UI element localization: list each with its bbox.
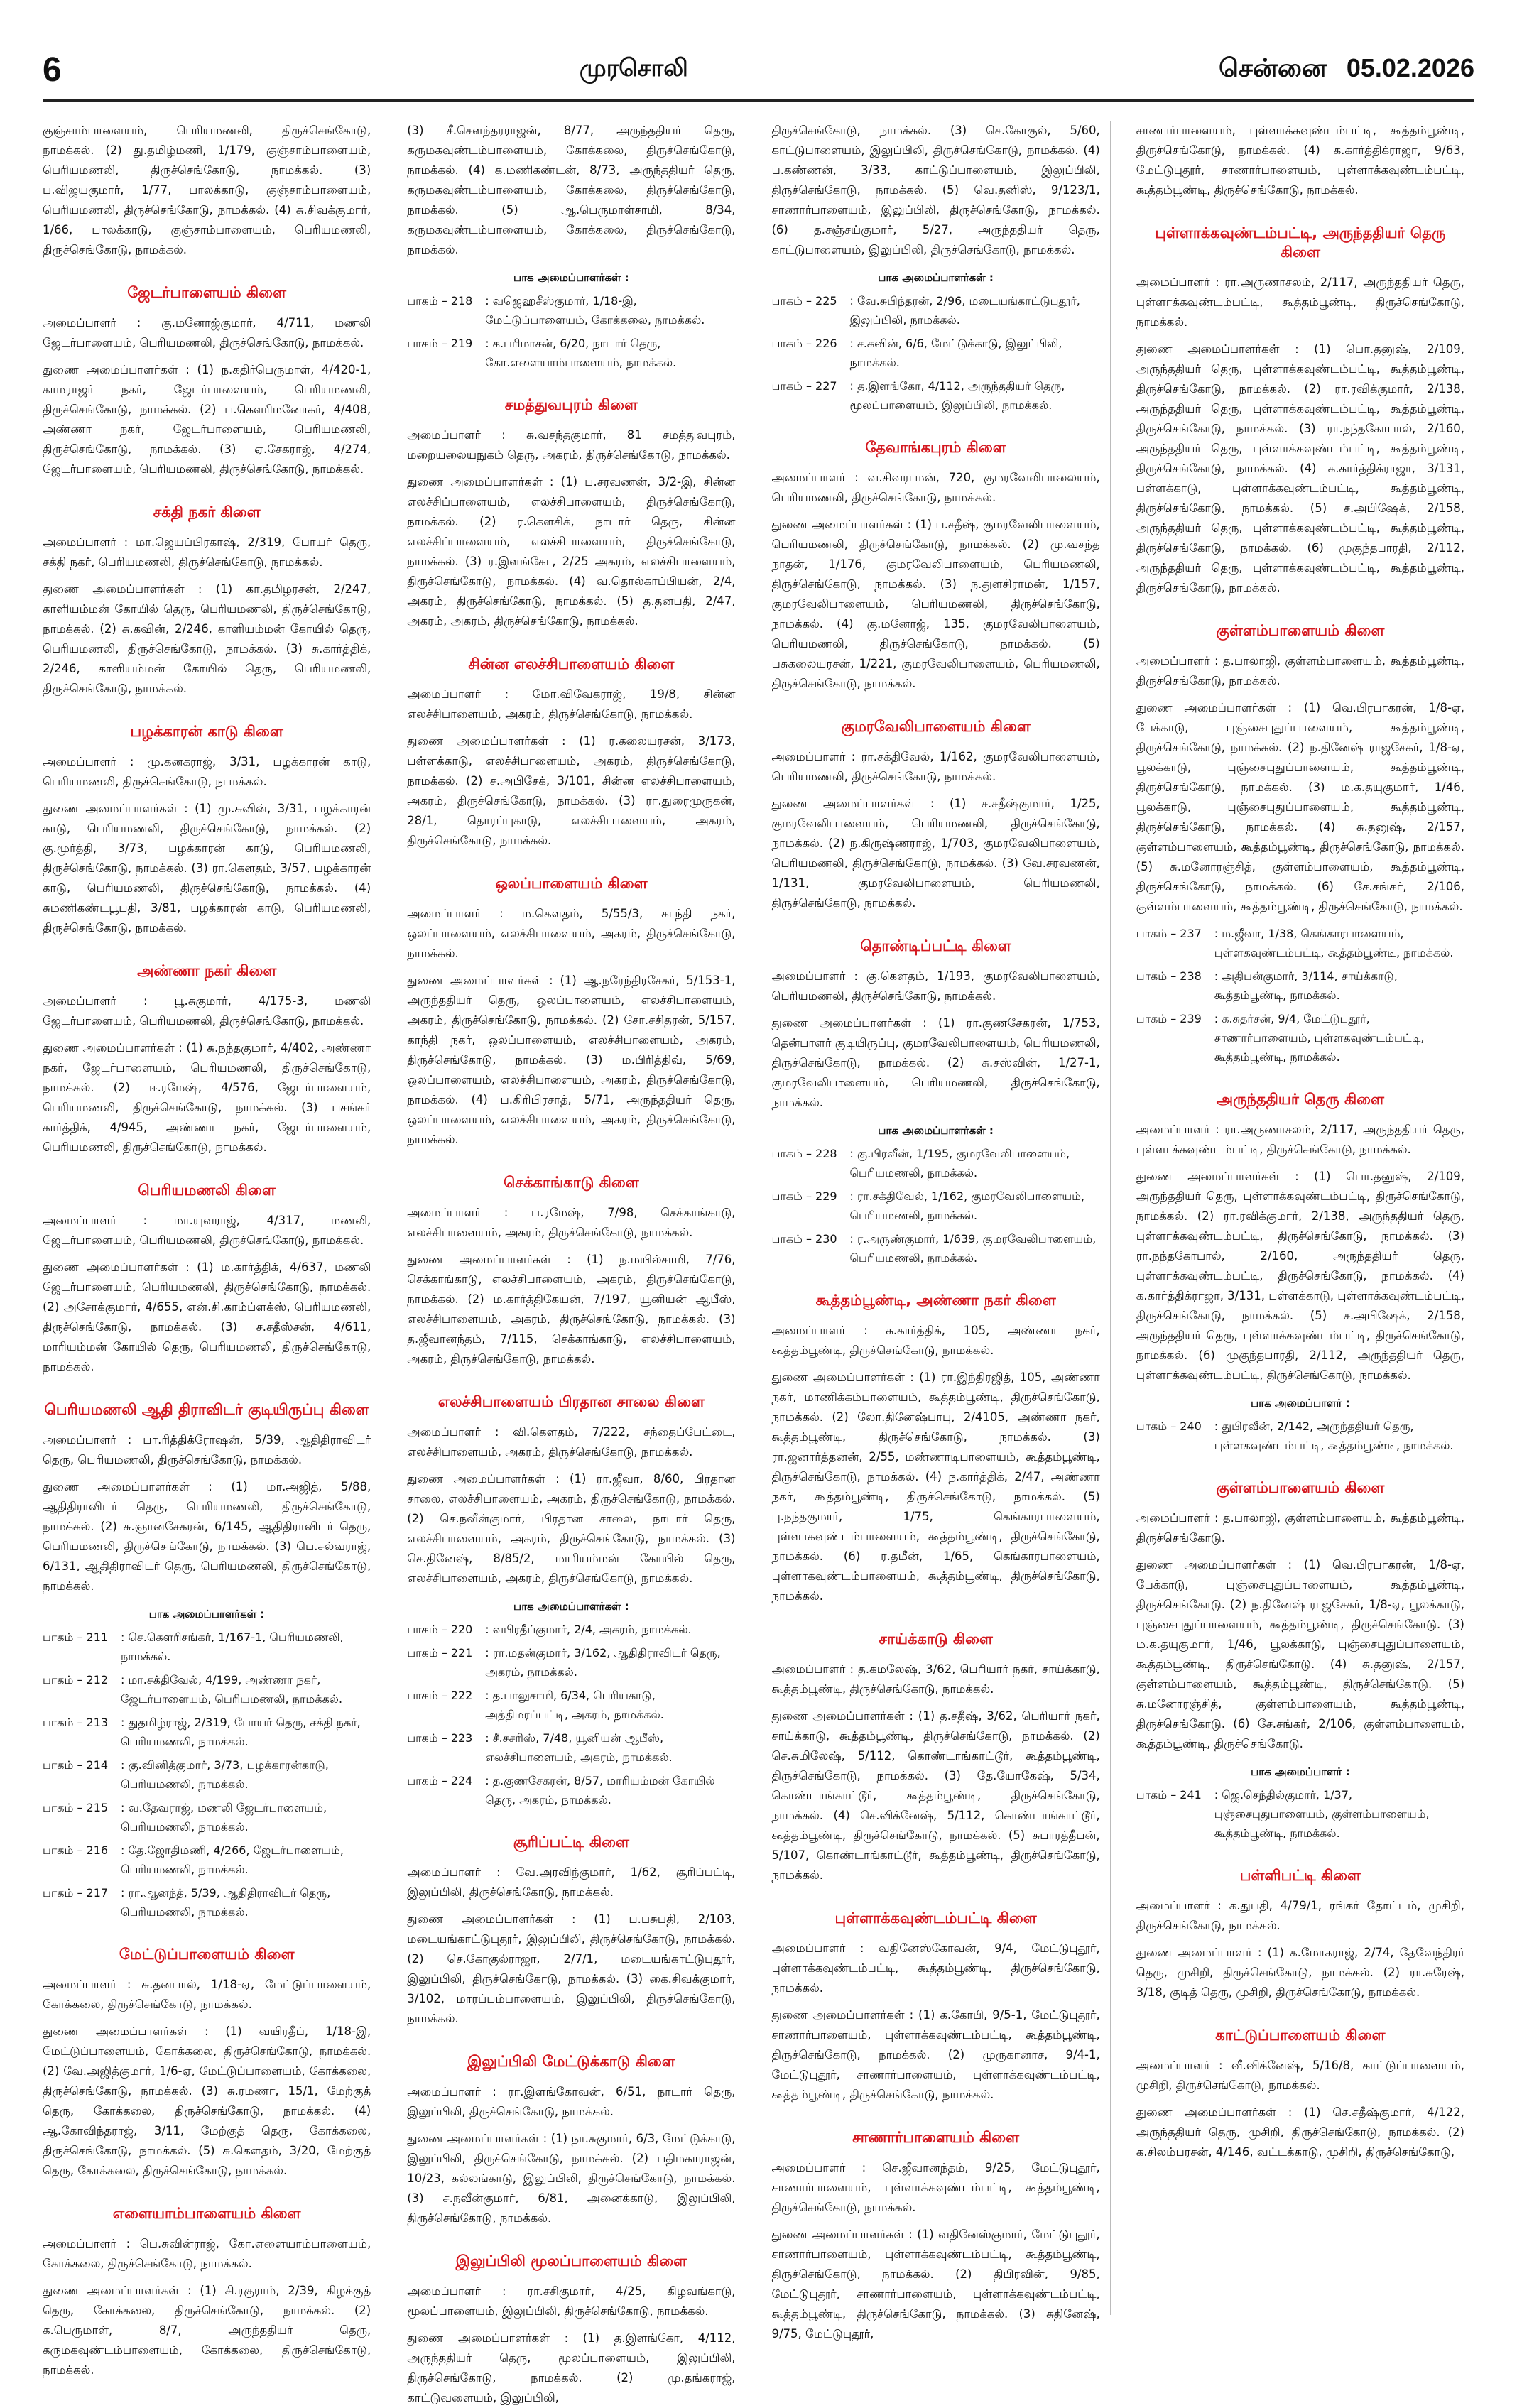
paragraph: துணை அமைப்பாளர்கள் : (1) வயிரதீப், 1/18-இ, மேட்டுப்பாளையம், கோக்கலை, திருச்செங்கோடு, நாமக்கல். (2) வே.அஜித்குமார், 1/6-ஏ, மேட்டுப்பாளையம், கோக்கலை, திருச்செங்கோடு, நாமக்கல். (3) சு.ரமணா, 15/1, மேற்குத் தெரு, கோக்கலை, திருச்செங்கோடு, நாமக்கல். (4) ஆ.கோவிந்தராஜ், 3/11, மேற்குத் தெரு, கோக்கலை, திருச்செங்கோடு, நாமக்கல். (5) சு.கௌதம், 3/20, மேற்குத் தெரு, கோக்கலை, திருச்செங்கோடு, நாமக்கல். [43,2025,371,2177]
booth-number: பாகம் – 240 [1136,1420,1202,1433]
booth-number: பாகம் – 221 [407,1646,473,1660]
booth-organizer: : சீ.சசரிஸ், 7/48, யூனியன் ஆபீஸ், எலச்சிபாளையம், அகரம், நாமக்கல். [485,1731,673,1764]
booth-number: பாகம் – 218 [407,294,473,307]
booth-row [1136,1785,1464,1843]
paragraph: துணை அமைப்பாளர்கள் : (1) வெ.பிரபாகரன், 1/8-ஏ, பேக்காடு, புஞ்சைபுதுப்பாளையம், கூத்தம்பூண்டி, திருச்செங்கோடு, நாமக்கல். (2) ந.தினேஷ் ராஜசேகர், 1/8-ஏ, பூலக்காடு, புஞ்சைபுதுப்பாளையம், கூத்தம்பூண்டி, திருச்செங்கோடு, நாமக்கல். (3) ம.க.தயுகுமார், 1/46, பூலக்காடு, புஞ்சைபுதுப்பாளையம், கூத்தம்பூண்டி, திருச்செங்கோடு, நாமக்கல். (4) சு.தனுஷ், 2/157, குள்ளம்பாளையம், கூத்தம்பூண்டி, திருச்செங்கோடு, நாமக்கல். (5) சு.மனோரஞ்சித், குள்ளம்பாளையம், கூத்தம்பூண்டி, திருச்செங்கோடு, நாமக்கல். (6) சே.சங்கர், 2/106, குள்ளம்பாளையம், கூத்தம்பூண்டி, திருச்செங்கோடு, நாமக்கல். [1136,701,1464,913]
paragraph: துணை அமைப்பாளர்கள் : (1) செ.சதீஷ்குமார், 4/122, அருந்ததியர் தெரு, முசிறி, திருச்செங்கோடு, நாமக்கல். (2) க.சிலம்பரசன், 4/146, வட்டக்காடு, முசிறி, திருச்செங்கோடு, [1136,2105,1464,2159]
booth-row [772,1229,1100,1268]
branch-heading: சின்ன எலச்சிபாளையம் கிளை [468,655,675,672]
branch-section [1136,1091,1464,1455]
booth-organizer: : த.குணசேகரன், 8/57, மாரியம்மன் கோயில் தெரு, அகரம், நாமக்கல். [485,1774,715,1807]
paragraph: துணை அமைப்பாளர்கள் : (1) ம.கார்த்திக், 4/637, மணலி ஜேடர்பாளையம், பெரியமணலி, திருச்செங்கோடு, நாமக்கல். (2) அசோக்குமார், 4/655, என்.சி.காம்ப்ளக்ஸ், பெரியமணலி, திருச்செங்கோடு, நாமக்கல். (3) ச.சதீஸ்சன், 4/611, மாரியம்மன் கோயில் தெரு, பெரியமணலி, திருச்செங்கோடு, நாமக்கல். [43,1260,371,1373]
branch-section [407,1834,735,2029]
booth-row [1136,966,1464,1005]
paragraph: துணை அமைப்பாளர்கள் : (1) ரா.ஜீவா, 8/60, பிரதான சாலை, எலச்சிபாளையம், அகரம், திருச்செங்கோடு, நாமக்கல். (2) செ.நவீன்குமார், பிரதான சாலை, நாடார் தெரு, எலச்சிபாளையம், அகரம், திருச்செங்கோடு, நாமக்கல். (3) செ.தினேஷ், 8/85/2, மாரியம்மன் கோயில் தெரு, எலச்சிபாளையம், அகரம், திருச்செங்கோடு, நாமக்கல். [407,1472,736,1585]
booth-number: பாகம் – 224 [407,1774,473,1787]
branch-heading: மேட்டுப்பாளையம் கிளை [119,1946,295,1963]
booth-number: பாகம் – 229 [771,1189,837,1203]
booth-number: பாகம் – 230 [771,1232,837,1246]
paragraph: அமைப்பாளர் : வீ.விக்னேஷ், 5/16/8, காட்டுப்பாளையம், முசிறி, திருச்செங்கோடு, நாமக்கல். [1136,2059,1464,2092]
branch-section [43,284,371,479]
booth-organizer: : துபிரவீன், 2/142, அருந்ததியர் தெரு, புள்ளகவுண்டம்பட்டி, கூத்தம்பூண்டி, நாமக்கல். [1214,1420,1454,1452]
branch-heading: புள்ளாக்கவுண்டம்பட்டி கிளை [834,1909,1037,1927]
booth-number: பாகம் – 227 [771,379,837,393]
booth-row [43,1841,371,1879]
paragraph: துணை அமைப்பாளர்கள் : (1) சி.ரகுராம், 2/39, கிழக்குத் தெரு, கோக்கலை, திருச்செங்கோடு, நாமக்கல். (2) க.பெருமாள், 8/7, அருந்ததியர் தெரு, கருமகவுண்டம்பாளையம், கோக்கலை, திருச்செங்கோடு, நாமக்கல். [43,2284,371,2377]
booth-row [1136,1417,1464,1455]
branch-heading: சாய்க்காடு கிளை [879,1630,993,1647]
booth-organizer: : வே.சுபிந்தரன், 2/96, மடையங்காட்டுபுதூர், இலுப்பிலி, நாமக்கல். [849,294,1080,327]
branch-heading: தொண்டிப்பட்டி கிளை [860,937,1011,954]
paragraph: அமைப்பாளர் : வி.கௌதம், 7/222, சந்தைப்பேட்டை, எலச்சிபாளையம், அகரம், திருச்செங்கோடு, நாமக்கல். [407,1425,736,1459]
paragraph: துணை அமைப்பாளர்கள் : (1) ப.பசுபதி, 2/103, மடையங்காட்டுபுதூர், இலுப்பிலி, திருச்செங்கோடு, நாமக்கல். (2) செ.கோகுல்ராஜா, 2/7/1, மடையங்காட்டுபுதூர், இலுப்பிலி, திருச்செங்கோடு, நாமக்கல். (3) கை.சிவக்குமார், 3/102, மாரப்பம்பாளையம், இலுப்பிலி, திருச்செங்கோடு, நாமக்கல். [407,1912,736,2025]
booth-organizer: : தே.ஜோதிமணி, 4/266, ஜேடர்பாளையம், பெரியமணலி, நாமக்கல். [121,1843,344,1876]
booth-number: பாகம் – 213 [43,1716,109,1729]
paragraph: அமைப்பாளர் : செ.ஜீவானந்தம், 9/25, மேட்டுபுதூர், சாணார்பாளையம், புள்ளாக்கவுண்டம்பட்டி, கூத்தம்பூண்டி, திருச்செங்கோடு, நாமக்கல். [771,2161,1100,2214]
branch-section [1136,622,1464,1067]
branch-heading: அண்ணா நகர் கிளை [136,962,277,979]
paragraph: அமைப்பாளர் : க.கார்த்திக், 105, அண்ணா நகர், கூத்தம்பூண்டி, திருச்செங்கோடு, நாமக்கல். [771,1324,1100,1357]
booth-row [772,334,1100,372]
booth-organizer: : க.சுதர்சன், 9/4, மேட்டுபுதூர், சாணார்பாளையம், புள்ளகவுண்டம்பட்டி, கூத்தம்பூண்டி, நாமக்கல். [1214,1012,1425,1064]
booth-organizer: : வபிரதீப்குமார், 2/4, அகரம், நாமக்கல். [485,1623,692,1636]
branch-heading: செக்காங்காடு கிளை [504,1174,639,1191]
paragraph: அமைப்பாளர் : வே.அரவிந்குமார், 1/62, சூரிப்பட்டி, இலுப்பிலி, திருச்செங்கோடு, நாமக்கல். [407,1865,736,1899]
branch-heading: இலுப்பிலி மூலப்பாளையம் கிளை [455,2252,687,2270]
paragraph: துணை அமைப்பாளர்கள் : (1) ப.சதீஷ், குமரவேலிபாளையம், பெரியமணலி, திருச்செங்கோடு, நாமக்கல். (2) மு.வசந்த நாதன், 1/176, குமரவேலிபாளையம், பெரியமணலி, திருச்செங்கோடு, நாமக்கல். (3) ந.துளசிராமன், 1/157, குமரவேலிபாளையம், பெரியமணலி, திருச்செங்கோடு, நாமக்கல். (4) கு.மனோஜ், 135, குமரவேலிபாளையம், பெரியமணலி, திருச்செங்கோடு, நாமக்கல். (5) பசுகலையரசன், 1/221, குமரவேலிபாளையம், பெரியமணலி, திருச்செங்கோடு, நாமக்கல். [771,518,1100,690]
branch-section [772,1630,1100,1885]
branch-section [1136,1479,1464,1843]
paragraph: அமைப்பாளர் : த.பாலாஜி, குள்ளம்பாளையம், கூத்தம்பூண்டி, திருச்செங்கோடு. [1136,1511,1464,1545]
paragraph: குஞ்சாம்பாளையம், பெரியமணலி, திருச்செங்கோடு, நாமக்கல். (2) து.தமிழ்மணி, 1/179, குஞ்சாம்பாளையம், பெரியமணலி, திருச்செங்கோடு, நாமக்கல். (3) ப.விஜயகுமார், 1/77, பாலக்காடு, குஞ்சாம்பாளையம், பெரியமணலி, திருச்செங்கோடு, நாமக்கல். (4) சு.சிவக்குமார், 1/66, பாலக்காடு, குஞ்சாம்பாளையம், பெரியமணலி, திருச்செங்கோடு, நாமக்கல். [43,124,371,256]
booth-number: பாகம் – 237 [1136,927,1202,940]
paragraph: அமைப்பாளர் : கு.கௌதம், 1/193, குமரவேலிபாளையம், பெரியமணலி, திருச்செங்கோடு, நாமக்கல். [771,969,1100,1003]
branch-section [1136,1867,1464,2003]
branch-heading: குள்ளம்பாளையம் கிளை [1216,622,1385,639]
branch-section [407,121,735,372]
booth-number: பாகம் – 216 [43,1843,109,1857]
paragraph: துணை அமைப்பாளர்கள் : (1) த.இளங்கோ, 4/112, அருந்ததியர் தெரு, மூலப்பாளையம், இலுப்பிலி, திருச்செங்கோடு, நாமக்கல். (2) மு.தங்கராஜ், காட்டுவளையம், இலுப்பிலி, [407,2331,736,2404]
booth-subheading: பாக அமைப்பாளர்கள் : [878,1124,994,1137]
booth-number: பாகம் – 217 [43,1886,109,1900]
booth-number: பாகம் – 239 [1136,1012,1202,1025]
paragraph: சாணார்பாளையம், புள்ளாக்கவுண்டம்பட்டி, கூத்தம்பூண்டி, திருச்செங்கோடு, நாமக்கல். (4) க.கார்த்திக்ராஜா, 9/63, மேட்டுபுதூர், சாணார்பாளையம், புள்ளாக்கவுண்டம்பட்டி, கூத்தம்பூண்டி, திருச்செங்கோடு, நாமக்கல். [1136,124,1464,197]
paragraph: துணை அமைப்பாளர்கள் : (1) ப.சரவணன், 3/2-இ, சின்ன எலச்சிப்பாளையம், எலச்சிபாளையம், திருச்செங்கோடு, நாமக்கல். (2) ர.கௌசிக், நாடார் தெரு, சின்ன எலச்சிப்பாளையம், எலச்சிபாளையம், திருச்செங்கோடு, நாமக்கல். (3) ர.இளங்கோ, 2/25 அகரம், எலச்சிபாளையம், திருச்செங்கோடு, நாமக்கல். (4) வ.தொல்காப்பியன், 2/4, அகரம், திருச்செங்கோடு, நாமக்கல். (5) த.தனபதி, 2/47, அகரம், அகரம், திருச்செங்கோடு, நாமக்கல். [407,475,736,628]
paragraph: துணை அமைப்பாளர்கள் : (1) ந.மயில்சாமி, 7/76, செக்காங்காடு, எலச்சிபாளையம், அகரம், திருச்செங்கோடு, நாமக்கல். (2) ம.கார்த்திகேயன், 7/197, யூனியன் ஆபீஸ், எலச்சிபாளையம், அகரம், திருச்செங்கோடு, நாமக்கல். (3) த.ஜீவானந்தம், 7/115, செக்காங்காடு, எலச்சிபாளையம், அகரம், திருச்செங்கோடு, நாமக்கல். [407,1253,736,1366]
booth-row [407,291,735,329]
paragraph: அமைப்பாளர் : கு.மனோஜ்குமார், 4/711, மணலி ஜேடர்பாளையம், பெரியமணலி, திருச்செங்கோடு, நாமக்கல். [43,316,371,349]
branch-section [1136,224,1464,598]
paragraph: அமைப்பாளர் : ரா.இளங்கோவன், 6/51, நாடார் தெரு, இலுப்பிலி, திருச்செங்கோடு, நாமக்கல். [407,2085,736,2118]
branch-section [772,439,1100,694]
paragraph: அமைப்பாளர் : மா.யுவராஜ், 4/317, மணலி, ஜேடர்பாளையம், பெரியமணலி, திருச்செங்கோடு, நாமக்கல். [43,1214,371,1247]
paragraph: துணை அமைப்பாளர்கள் : (1) த.சதீஷ், 3/62, பெரியார் நகர், சாய்க்காடு, கூத்தம்பூண்டி, திருச்செங்கோடு, நாமக்கல். (2) செ.சுமிலேஷ், 5/112, கொண்டாங்காட்டூர், கூத்தம்பூண்டி, திருச்செங்கோடு, நாமக்கல். (3) தே.யோகேஷ், 5/34, கொண்டாங்காட்டூர், கூத்தம்பூண்டி, திருச்செங்கோடு, நாமக்கல். (4) செ.விக்னேஷ், 5/112, கொண்டாங்காட்டூர், கூத்தம்பூண்டி, திருச்செங்கோடு, நாமக்கல். (5) சுபாரத்தீபன், 5/107, கொண்டாங்காட்டூர், கூத்தம்பூண்டி, திருச்செங்கோடு, நாமக்கல். [771,1709,1100,1882]
branch-heading: பெரியமணலி ஆதி திராவிடர் குடியிருப்பு கிளை [44,1401,369,1418]
booth-organizer: : மா.சக்திவேல், 4/199, அண்ணா நகர், ஜேடர்பாளையம், பெரியமணலி, நாமக்கல். [121,1673,343,1706]
columns-container [43,121,1474,2404]
paragraph: துணை அமைப்பாளர்கள் : (1) பொ.தனுஷ், 2/109, அருந்ததியர் தெரு, புள்ளாக்கவுண்டம்பட்டி, கூத்தம்பூண்டி, திருச்செங்கோடு, நாமக்கல். (2) ரா.ரவிக்குமார், 2/138, அருந்ததியர் தெரு, புள்ளாக்கவுண்டம்பட்டி, கூத்தம்பூண்டி, திருச்செங்கோடு, நாமக்கல். (3) ரா.நந்தகோபால், 2/160, அருந்ததியர் தெரு, புள்ளாக்கவுண்டம்பட்டி, கூத்தம்பூண்டி, திருச்செங்கோடு, நாமக்கல். (4) க.கார்த்திக்ராஜா, 3/131, பள்ளக்காடு, புள்ளாக்கவுண்டம்பட்டி, கூத்தம்பூண்டி, திருச்செங்கோடு, நாமக்கல். (5) ச.அபிஷேக், 2/158, அருந்ததியர் தெரு, புள்ளாக்கவுண்டம்பட்டி, கூத்தம்பூண்டி, திருச்செங்கோடு, நாமக்கல். (6) முகுந்தபாரதி, 2/112, அருந்ததியர் தெரு, புள்ளாக்கவுண்டம்பட்டி, கூத்தம்பூண்டி, திருச்செங்கோடு, நாமக்கல். [1136,342,1464,594]
booth-subheading: பாக அமைப்பாளர்கள் : [148,1608,265,1620]
booth-organizer: : ச.கவின், 6/6, மேட்டுக்காடு, இலுப்பிலி, நாமக்கல். [849,337,1062,369]
paragraph: துணை அமைப்பாளர்கள் : (1) பொ.தனுஷ், 2/109, அருந்ததியர் தெரு, புள்ளாக்கவுண்டம்பட்டி, திருச்செங்கோடு, நாமக்கல். (2) ரா.ரவிக்குமார், 2/138, அருந்ததியர் தெரு, புள்ளாக்கவுண்டம்பட்டி, திருச்செங்கோடு, நாமக்கல். (3) ரா.நந்தகோபால், 2/160, அருந்ததியர் தெரு, புள்ளாக்கவுண்டம்பட்டி, திருச்செங்கோடு, நாமக்கல். (4) க.கார்த்திக்ராஜா, 3/131, பள்ளக்காடு, புள்ளாக்கவுண்டம்பட்டி, திருச்செங்கோடு, நாமக்கல். (5) ச.அபிஷேக், 2/158, அருந்ததியர் தெரு, புள்ளாக்கவுண்டம்பட்டி, திருச்செங்கோடு, நாமக்கல். (6) முகுந்தபாரதி, 2/112, அருந்ததியர் தெரு, புள்ளாக்கவுண்டம்பட்டி, திருச்செங்கோடு, நாமக்கல். [1136,1170,1464,1382]
column-4 [1136,121,1474,2315]
booth-row [772,1187,1100,1225]
paragraph: அமைப்பாளர் : க.துபதி, 4/79/1, ரங்கர் தோட்டம், முசிறி, திருச்செங்கோடு, நாமக்கல். [1136,1899,1464,1932]
paragraph: துணை அமைப்பாளர்கள் : (1) வெ.பிரபாகரன், 1/8-ஏ, பேக்காடு, புஞ்சைபுதுப்பாளையம், கூத்தம்பூண்டி, திருச்செங்கோடு. (2) ந.தினேஷ் ராஜசேகர், 1/8-ஏ, பூலக்காடு, புஞ்சைபுதுப்பாளையம், கூத்தம்பூண்டி, திருச்செங்கோடு. (3) ம.க.தயுகுமார், 1/46, பூலக்காடு, புஞ்சைபுதுப்பாளையம், கூத்தம்பூண்டி, திருச்செங்கோடு. (4) சு.தனுஷ், 2/157, குள்ளம்பாளையம், கூத்தம்பூண்டி, திருச்செங்கோடு. (5) சு.மனோரஞ்சித், குள்ளம்பாளையம், கூத்தம்பூண்டி, திருச்செங்கோடு. (6) சே.சங்கர், 2/106, குள்ளம்பாளையம், கூத்தம்பூண்டி, திருச்செங்கோடு. [1136,1558,1464,1750]
branch-heading: அருந்ததியர் தெரு கிளை [1216,1091,1385,1108]
booth-organizer: : ர.அருண்குமார், 1/639, குமரவேலிபாளையம், பெரியமணலி, நாமக்கல். [849,1232,1097,1265]
branch-heading: இலுப்பிலி மேட்டுக்காடு கிளை [467,2053,675,2070]
paragraph: அமைப்பாளர் : த.பாலாஜி, குள்ளம்பாளையம், கூத்தம்பூண்டி, திருச்செங்கோடு, நாமக்கல். [1136,654,1464,687]
branch-section [407,2252,735,2408]
paragraph: அமைப்பாளர் : சு.வசந்தகுமார், 81 சமத்துவபுரம், மறையலையநுகம் தெரு, அகரம், திருச்செங்கோடு, நாமக்கல். [407,428,736,462]
paragraph: அமைப்பாளர் : சு.தனபால், 1/18-ஏ, மேட்டுப்பாளையம், கோக்கலை, திருச்செங்கோடு, நாமக்கல். [43,1978,371,2011]
booth-number: பாகம் – 222 [407,1689,473,1702]
paragraph: அமைப்பாளர் : ரா.அருணாசலம், 2/117, அருந்ததியர் தெரு, புள்ளாக்கவுண்டம்பட்டி, கூத்தம்பூண்டி, திருச்செங்கோடு, நாமக்கல். [1136,276,1464,329]
paragraph: துணை அமைப்பாளர்கள் : (1) சு.நந்தகுமார், 4/402, அண்ணா நகர், ஜேடர்பாளையம், பெரியமணலி, திருச்செங்கோடு, நாமக்கல். (2) ஈ.ரமேஷ், 4/576, ஜேடர்பாளையம், பெரியமணலி, திருச்செங்கோடு, நாமக்கல். (3) பசங்கர் கார்த்திக், 4/945, அண்ணா நகர், ஜேடர்பாளையம், பெரியமணலி, திருச்செங்கோடு, நாமக்கல். [43,1041,371,1154]
booth-organizer: : த.இளங்கோ, 4/112, அருந்ததியர் தெரு, மூலப்பாளையம், இலுப்பிலி, நாமக்கல். [849,379,1065,412]
branch-heading: ஜேடர்பாளையம் கிளை [127,284,287,301]
booth-row [43,1713,371,1751]
masthead [43,41,1474,98]
branch-section [43,2205,371,2380]
branch-section [772,937,1100,1268]
paragraph: அமைப்பாளர் : பெ.சுவின்ராஜ், கோ.எளையாம்பாளையம், கோக்கலை, திருச்செங்கோடு, நாமக்கல். [43,2237,371,2270]
booth-subheading: பாக அமைப்பாளர்கள் : [513,271,629,284]
booth-subheading: பாக அமைப்பாளர்கள் : [878,271,994,284]
booth-organizer: : துதமிழ்ராஜ், 2/319, போயர் தெரு, சக்தி நகர், பெரியமணலி, நாமக்கல். [121,1716,361,1748]
booth-number: பாகம் – 212 [43,1673,109,1687]
paragraph: அமைப்பாளர் : வ.சிவராமன், 720, குமரவேலிபாலையம், பெரியமணலி, திருச்செங்கோடு, நாமக்கல். [771,471,1100,504]
paragraph: அமைப்பாளர் : பூ.சுகுமார், 4/175-3, மணலி ஜேடர்பாளையம், பெரியமணலி, திருச்செங்கோடு, நாமக்கல். [43,994,371,1028]
booth-organizer: : ஜெ.செந்தில்குமார், 1/37, புஞ்சைபுதுபாளையம், குள்ளம்பாளையம், கூத்தம்பூண்டி, நாமக்கல். [1214,1788,1430,1840]
booth-subheading: பாக அமைப்பாளர் : [1251,1397,1350,1410]
booth-number: பாகம் – 219 [407,337,473,350]
branch-section [772,121,1100,415]
paragraph: அமைப்பாளர் : மா.ஜெயப்பிரகாஷ், 2/319, போயர் தெரு, சக்தி நகர், பெரியமணலி, திருச்செங்கோடு, நாமக்கல். [43,535,371,569]
paragraph: துணை அமைப்பாளர்கள் : (1) ரா.இந்திரஜித், 105, அண்ணா நகர், மாணிக்கம்பாளையம், கூத்தம்பூண்டி, திருச்செங்கோடு, நாமக்கல். (2) லோ.தினேஷ்பாபு, 2/4105, அண்ணா நகர், கூத்தம்பூண்டி, திருச்செங்கோடு, நாமக்கல். (3) ரா.ஜனார்த்தனன், 2/55, மண்ணாடிபாளையம், கூத்தம்பூண்டி, திருச்செங்கோடு, நாமக்கல். (4) ந.கார்த்திக், 2/47, அண்ணா நகர், கூத்தம்பூண்டி, திருச்செங்கோடு, நாமக்கல். (5) பு.நந்தகுமார், 1/75, கெங்காரபாளையம், புள்ளாகவுண்டம்பாளையம், கூத்தம்பூண்டி, திருச்செங்கோடு, நாமக்கல். (6) ர.தமீன், 1/65, கெங்காரபாளையம், புள்ளாகவுண்டம்பாளையம், கூத்தம்பூண்டி, திருச்செங்கோடு, நாமக்கல். [771,1371,1100,1603]
branch-section [43,962,371,1157]
branch-section [772,1292,1100,1606]
branch-heading: பள்ளிபட்டி கிளை [1239,1867,1361,1884]
column-3 [771,121,1111,2341]
paragraph: அமைப்பாளர் : பா.ரித்திக்ரோஷன், 5/39, ஆதிதிராவிடர் தெரு, பெரியமணலி, திருச்செங்கோடு, நாமக்கல். [43,1433,371,1466]
booth-row [407,1643,735,1682]
booth-organizer: : ரா.சக்திவேல், 1/162, குமரவேலிபாளையம், பெரியமணலி, நாமக்கல். [849,1189,1085,1222]
paragraph: துணை அமைப்பாளர் : (1) க.மோகராஜ், 2/74, தேவேந்திரர் தெரு, முசிறி, திருச்செங்கோடு, நாமக்கல். (2) ரா.சுரேஷ், 3/18, குடித் தெரு, முசிறி, திருச்செங்கோடு, நாமக்கல். [1136,1946,1464,1999]
booth-number: பாகம் – 223 [407,1731,473,1745]
booth-row [43,1670,371,1709]
booth-organizer: : ரா.ஆனந்த், 5/39, ஆதிதிராவிடர் தெரு, பெரியமணலி, நாமக்கல். [121,1886,331,1919]
booth-row [1136,1009,1464,1067]
branch-section [43,503,371,699]
booth-row [1136,924,1464,962]
booth-organizer: : வ.தேவராஜ், மணலி ஜேடர்பாளையம், பெரியமணலி, நாமக்கல். [121,1801,327,1834]
booth-organizer: : த.பாலுசாமி, 6/34, பெரியகாடு, அத்திமரப்பட்டி, அகரம், நாமக்கல். [485,1689,664,1721]
booth-organizer: : ம.ஜீவா, 1/38, கெங்காரபாளையம், புள்ளகவுண்டம்பட்டி, கூத்தம்பூண்டி, நாமக்கல். [1214,927,1454,959]
column-2 [407,121,746,2404]
paragraph: துணை அமைப்பாளர்கள் : (1) மு.சுவின், 3/31, பழக்காரன் காடு, பெரியமணலி, திருச்செங்கோடு, நாமக்கல். (2) கு.மூர்த்தி, 3/73, பழக்காரன் காடு, பெரியமணலி, திருச்செங்கோடு, நாமக்கல். (3) ரா.கௌதம், 3/57, பழக்காரன் காடு, பெரியமணலி, திருச்செங்கோடு, நாமக்கல். (4) சுமணிகண்டபூபதி, 3/81, பழக்காரன் காடு, பெரியமணலி, திருச்செங்கோடு, நாமக்கல். [43,802,371,935]
branch-heading: புள்ளாக்கவுண்டம்பட்டி, அருந்ததியர் தெரு கிளை [1155,224,1446,261]
branch-section [407,396,735,631]
branch-heading: குள்ளம்பாளையம் கிளை [1216,1479,1385,1496]
branch-section [407,875,735,1150]
branch-section [43,121,371,260]
page-number: 6 [43,50,62,89]
branch-section [407,2053,735,2228]
branch-heading: எளையாம்பாளையம் கிளை [112,2205,301,2222]
date: 05.02.2026 [1346,53,1474,82]
branch-heading: சாணார்பாளையம் கிளை [852,2129,1020,2146]
booth-organizer: : கு.வினித்குமார், 3/73, பழக்காரன்காடு, பெரியமணலி, நாமக்கல். [121,1758,329,1791]
booth-row [43,1798,371,1836]
paragraph: (3) சீ.செளந்தரராஜன், 8/77, அருந்ததியர் தெரு, கருமகவுண்டம்பாளையம், கோக்கலை, திருச்செங்கோடு, நாமக்கல். (4) க.மணிகண்டன், 8/73, அருந்ததியர் தெரு, கருமகவுண்டம்பாளையம், கோக்கலை, திருச்செங்கோடு, நாமக்கல். (5) ஆ.பெருமாள்சாமி, 8/34, கருமகவுண்டம்பாளையம், கோக்கலை, திருச்செங்கோடு, நாமக்கல். [407,124,736,256]
booth-number: பாகம் – 214 [43,1758,109,1772]
paragraph: அமைப்பாளர் : ம.கௌதம், 5/55/3, காந்தி நகர், ஒலப்பாளையம், எலச்சிபாளையம், அகரம், திருச்செங்கோடு, நாமக்கல். [407,907,736,960]
paragraph: துணை அமைப்பாளர்கள் : (1) வதினேஸ்குமார், மேட்டுபுதூர், சாணார்பாளையம், புள்ளாக்கவுண்டம்பட்டி, கூத்தம்பூண்டி, திருச்செங்கோடு, நாமக்கல். (2) திபிரவின், 9/85, மேட்டுபுதூர், சாணார்பாளையம், புள்ளாக்கவுண்டம்பட்டி, கூத்தம்பூண்டி, திருச்செங்கோடு, நாமக்கல். (3) சுதினேஷ், 9/75, மேட்டுபுதூர், [771,2228,1100,2341]
branch-heading: பழக்காரன் காடு கிளை [130,723,283,740]
branch-section [43,1401,371,1922]
branch-section [43,1946,371,2181]
branch-heading: கூத்தம்பூண்டி, அண்ணா நகர் கிளை [815,1292,1056,1309]
branch-section [772,718,1100,913]
paragraph: துணை அமைப்பாளர்கள் : (1) ர.கலையரசன், 3/173, பள்ளக்காடு, எலச்சிபாளையம், அகரம், திருச்செங்கோடு, நாமக்கல். (2) ச.அபிசேக், 3/101, சின்ன எலச்சிபாளையம், அகரம், திருச்செங்கோடு, நாமக்கல். (3) ரா.துரைமுருகன், 28/1, தொரப்புகாடு, எலச்சிபாளையம், அகரம், திருச்செங்கோடு, நாமக்கல். [407,734,736,847]
branch-heading: காட்டுப்பாளையம் கிளை [1215,2027,1386,2044]
branch-heading: தேவாங்கபுரம் கிளை [865,439,1006,456]
booth-row [407,334,735,372]
booth-number: பாகம் – 226 [771,337,837,350]
booth-row [43,1755,371,1794]
booth-row [772,291,1100,329]
booth-number: பாகம் – 225 [771,294,837,307]
paragraph: அமைப்பாளர் : ரா.அருணாசலம், 2/117, அருந்ததியர் தெரு, புள்ளாக்கவுண்டம்பட்டி, திருச்செங்கோடு, நாமக்கல். [1136,1123,1464,1156]
branch-section [772,1909,1100,2105]
booth-organizer: : செ.கௌரிசங்கர், 1/167-1, பெரியமணலி, நாமக்கல். [121,1630,344,1663]
booth-subheading: பாக அமைப்பாளர்கள் : [513,1600,629,1613]
booth-row [407,1771,735,1809]
booth-number: பாகம் – 238 [1136,969,1202,983]
paragraph: அமைப்பாளர் : ரா.சக்திவேல், 1/162, குமரவேலிபாளையம், பெரியமணலி, திருச்செங்கோடு, நாமக்கல். [771,750,1100,783]
branch-heading: எலச்சிபாளையம் பிரதான சாலை கிளை [437,1393,705,1410]
column-1 [43,121,381,2377]
paragraph: துணை அமைப்பாளர்கள் : (1) க.கோபி, 9/5-1, மேட்டுபுதூர், சாணார்பாளையம், புள்ளாக்கவுண்டம்பட்டி, கூத்தம்பூண்டி, திருச்செங்கோடு, நாமக்கல். (2) முருகானாச, 9/4-1, மேட்டுபுதூர், சாணார்பாளையம், புள்ளாக்கவுண்டம்பட்டி, கூத்தம்பூண்டி, திருச்செங்கோடு, நாமக்கல். [771,2008,1100,2101]
booth-row [407,1620,735,1639]
branch-section [43,723,371,938]
booth-organizer: : வஜெஹசீஸ்குமார், 1/18-இ, மேட்டுப்பாளையம், கோக்கலை, நாமக்கல். [485,294,705,327]
booth-row [772,376,1100,415]
booth-organizer: : ரா.மதன்குமார், 3/162, ஆதிதிராவிடர் தெரு, அகரம், நாமக்கல். [485,1646,721,1679]
paragraph: துணை அமைப்பாளர்கள் : (1) ரா.குணசேகரன், 1/753, தென்பாளர் குடியிருப்பு, குமரவேலிபாளையம், பெரியமணலி, திருச்செங்கோடு, நாமக்கல். (2) சு.சஸ்வின், 1/27-1, குமரவேலிபாளையம், பெரியமணலி, திருச்செங்கோடு, நாமக்கல். [771,1016,1100,1109]
booth-number: பாகம் – 211 [43,1630,109,1644]
branch-heading: சூரிப்பட்டி கிளை [513,1834,629,1851]
paragraph: அமைப்பாளர் : ப.ரமேஷ், 7/98, செக்காங்காடு, எலச்சிபாளையம், அகரம், திருச்செங்கோடு, நாமக்கல். [407,1206,736,1239]
booth-row [772,1144,1100,1182]
branch-section [1136,121,1464,200]
paragraph: அமைப்பாளர் : த.கமலேஷ், 3/62, பெரியார் நகர், சாய்க்காடு, கூத்தம்பூண்டி, திருச்செங்கோடு, நாமக்கல். [771,1662,1100,1696]
paragraph: துணை அமைப்பாளர்கள் : (1) மா.அஜித், 5/88, ஆதிதிராவிடர் தெரு, பெரியமணலி, திருச்செங்கோடு, நாமக்கல். (2) சு.ஞானசேகரன், 6/145, ஆதிதிராவிடர் தெரு, பெரியமணலி, திருச்செங்கோடு, நாமக்கல். (3) பெ.சல்வராஜ், 6/131, ஆதிதிராவிடர் தெரு, பெரியமணலி, திருச்செங்கோடு, நாமக்கல். [43,1480,371,1593]
branch-heading: சக்தி நகர் கிளை [153,503,261,521]
booth-number: பாகம் – 241 [1136,1788,1202,1802]
booth-row [407,1728,735,1767]
branch-section [407,655,735,851]
booth-organizer: : கு.பிரவீன், 1/195, குமரவேலிபாளையம், பெரியமணலி, நாமக்கல். [849,1147,1070,1180]
booth-organizer: : அதிபன்குமார், 3/114, சாய்க்காடு, கூத்தம்பூண்டி, நாமக்கல். [1214,969,1398,1002]
booth-organizer: : க.பரிமாசன், 6/20, நாடார் தெரு, கோ.எளையாம்பாளையம், நாமக்கல். [485,337,677,369]
branch-section [407,1393,735,1809]
paragraph: துணை அமைப்பாளர்கள் : (1) ந.கதிர்பெருமாள், 4/420-1, காமராஜர் நகர், ஜேடர்பாளையம், பெரியமணலி, திருச்செங்கோடு, நாமக்கல். (2) ப.கௌரிமனோகர், 4/408, அண்ணா நகர், ஜேடர்பாளையம், பெரியமணலி, திருச்செங்கோடு, நாமக்கல். (3) ஏ.சேகராஜ், 4/274, ஜேடர்பாளையம், பெரியமணலி, திருச்செங்கோடு, நாமக்கல். [43,363,371,476]
paragraph: திருச்செங்கோடு, நாமக்கல். (3) செ.கோகுல், 5/60, காட்டுபாளையம், இலுப்பிலி, திருச்செங்கோடு, நாமக்கல். (4) ப.கண்ணன், 3/33, காட்டுப்பாளையம், இலுப்பிலி, திருச்செங்கோடு, நாமக்கல். (5) வெ.தனிஸ், 9/123/1, சாணார்பாளையம், இலுப்பிலி, திருச்செங்கோடு, நாமக்கல். (6) த.சஞ்சய்குமார், 5/27, அருந்ததியர் தெரு, காட்டுபாளையம், இலுப்பிலி, திருச்செங்கோடு, நாமக்கல். [771,124,1100,256]
branch-section [1136,2027,1464,2162]
branch-heading: பெரியமணலி கிளை [138,1182,276,1199]
booth-number: பாகம் – 228 [771,1147,837,1160]
paragraph: அமைப்பாளர் : வதினேஸ்கோவன், 9/4, மேட்டுபுதூர், புள்ளாக்கவுண்டம்பட்டி, கூத்தம்பூண்டி, திருச்செங்கோடு, நாமக்கல். [771,1941,1100,1995]
city: சென்னை [1218,53,1327,82]
paragraph: அமைப்பாளர் : ரா.சசிகுமார், 4/25, கிழவங்காடு, மூலப்பாளையம், இலுப்பிலி, திருச்செங்கோடு, நாமக்கல். [407,2284,736,2318]
booth-subheading: பாக அமைப்பாளர் : [1251,1765,1350,1778]
booth-number: பாகம் – 215 [43,1801,109,1814]
paragraph: துணை அமைப்பாளர்கள் : (1) ஆ.நரேந்திரசேகர், 5/153-1, அருந்ததியர் தெரு, ஒலப்பாளையம், எலச்சிபாளையம், அகரம், திருச்செங்கோடு, நாமக்கல். (2) சோ.சசிதரன், 5/157, காந்தி நகர், ஒலப்பாளையம், எலச்சிபாளையம், அகரம், திருச்செங்கோடு, நாமக்கல். (3) ம.பிரித்திவ், 5/69, ஒலப்பாளையம், எலச்சிபாளையம், அகரம், திருச்செங்கோடு, நாமக்கல். (4) ப.கிரிபிரசாத், 5/71, அருந்ததியர் தெரு, ஒலப்பாளையம், எலச்சிபாளையம், அகரம், திருச்செங்கோடு, நாமக்கல். [407,974,736,1146]
branch-section [407,1174,735,1369]
dateline [1206,53,1474,87]
paragraph: அமைப்பாளர் : மு.கனகராஜ், 3/31, பழக்காரன் காடு, பெரியமணலி, திருச்செங்கோடு, நாமக்கல். [43,755,371,788]
branch-heading: சமத்துவபுரம் கிளை [504,396,638,413]
paragraph: துணை அமைப்பாளர்கள் : (1) ச.சதீஷ்குமார், 1/25, குமரவேலிபாளையம், பெரியமணலி, திருச்செங்கோடு, நாமக்கல். (2) ந.கிருஷ்ணராஜ், 1/703, குமரவேலிபாளையம், பெரியமணலி, திருச்செங்கோடு, நாமக்கல். (3) வே.சரவணன், 1/131, குமரவேலிபாளையம், பெரியமணலி, திருச்செங்கோடு, நாமக்கல். [771,797,1100,910]
booth-number: பாகம் – 220 [407,1623,473,1636]
booth-row [407,1686,735,1724]
paragraph: துணை அமைப்பாளர்கள் : (1) கா.தமிழரசன், 2/247, காளியம்மன் கோயில் தெரு, பெரியமணலி, திருச்செங்கோடு, நாமக்கல். (2) சு.கவின், 2/246, காளியம்மன் கோயில் தெரு, பெரியமணலி, திருச்செங்கோடு, நாமக்கல். (3) சு.கார்த்திக், 2/246, காளியம்மன் கோயில் தெரு, பெரியமணலி, திருச்செங்கோடு, நாமக்கல். [43,582,371,695]
booth-row [43,1628,371,1666]
branch-heading: குமரவேலிபாளையம் கிளை [841,718,1031,735]
masthead-rule [43,99,1474,102]
newspaper-name: முரசொலி [579,54,688,82]
branch-section [43,1182,371,1377]
branch-section [772,2129,1100,2344]
paragraph: அமைப்பாளர் : மோ.விவேகராஜ், 19/8, சின்ன எலச்சிபாளையம், அகரம், திருச்செங்கோடு, நாமக்கல். [407,687,736,721]
booth-row [43,1883,371,1922]
branch-heading: ஒலப்பாளையம் கிளை [495,875,648,892]
paragraph: துணை அமைப்பாளர்கள் : (1) நா.சுகுமார், 6/3, மேட்டுக்காடு, இலுப்பிலி, திருச்செங்கோடு, நாமக்கல். (2) பதிமகாராஜன், 10/23, கல்லங்காடு, இலுப்பிலி, திருச்செங்கோடு, நாமக்கல். (3) ச.நவீன்குமார், 6/81, அனைக்காடு, இலுப்பிலி, திருச்செங்கோடு, நாமக்கல். [407,2132,736,2225]
